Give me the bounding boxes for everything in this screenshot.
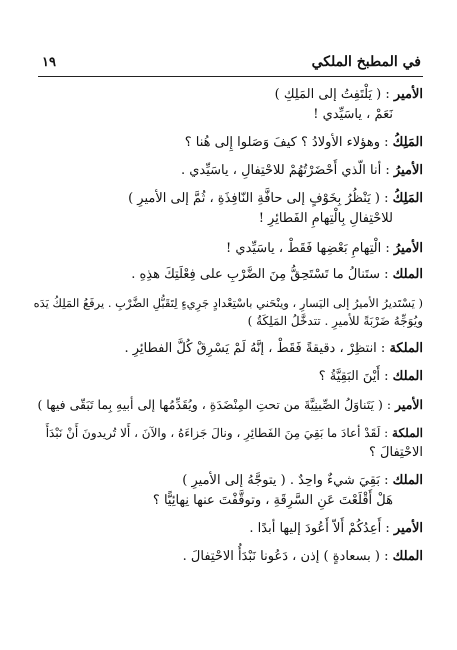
speaker-name: الملك	[392, 369, 423, 384]
dialogue-text: : أَيْنَ البَقِيَّةُ ؟	[318, 369, 393, 384]
stage-direction	[34, 294, 423, 312]
dialogue-text: للاحْتِفالِ بِالْتِهامِ الفَطائِرِ !	[258, 211, 393, 226]
dialogue-line	[259, 210, 393, 228]
stage-direction-text: ( يَسْتَديرُ الأميرُ إلى اليَسارِ ، وينْحَني باسْتِعْدادٍ جَرِيءٍ لِتَقَبُّلِ الضَّرْبِ . يرفَعُ المَلِكُ يَدَه	[33, 296, 423, 310]
dialogue-line	[185, 134, 423, 152]
dialogue-text: : بَقِيَ شيءٌ واحِدٌ . ( يتوجَّهُ إلى الأميرِ )	[182, 473, 393, 488]
dialogue-line	[313, 106, 393, 124]
dialogue-text: : لَقَدْ أعادَ ما بَقِيَ مِنَ الفَطائِرِ ، ونالَ جَزاءَهُ ، والآنَ ، أَلا تُريدونَ أَنْ نَبْدَأَ	[45, 426, 393, 440]
dialogue-line	[181, 162, 423, 180]
stage-direction	[248, 312, 423, 330]
dialogue-text: نَعَمْ ، ياسَيِّدي !	[313, 107, 393, 122]
dialogue-text: : ( يَلْتَفِتُ إلى المَلِكِ )	[274, 87, 394, 102]
dialogue-text: : ( يَتَناوَلُ الصِّينِيَّةَ من تحتِ المِنْضَدَةِ ، ويُقَدِّمُها إلى أبيهِ بِما تَبَقّى فيها )	[37, 397, 396, 412]
dialogue-line	[131, 266, 423, 284]
speaker-name: الأمير	[393, 87, 423, 102]
stage-direction-text: ويُوَجِّهُ ضَرْبَةً للأميرِ . تتدخَّلُ المَلِكَةُ )	[247, 314, 423, 328]
speaker-name: الملكة	[392, 426, 423, 440]
running-title: في المطبخ الملكي	[311, 54, 421, 70]
speaker-name: الأميرُ	[393, 163, 423, 178]
dialogue-text: : أَعِدُكُمْ أَلاّ أَعُودَ إليها أبدًا .	[249, 521, 394, 536]
speaker-name: الأمير	[393, 521, 423, 536]
speaker-name: المَلِكُ	[392, 135, 423, 150]
speaker-name: الأمير	[395, 397, 423, 412]
dialogue-line	[226, 240, 423, 258]
dialogue-line	[319, 368, 423, 386]
dialogue-text: : وهؤلاء الأولادُ ؟ كيفَ وَصَلوا إِلى هُنا ؟	[184, 135, 393, 150]
dialogue-text: هَلْ أَقْلَعْتَ عَنِ السَّرِقَةِ ، وتوقَّفْتَ عنها نِهائِيًّا ؟	[152, 493, 393, 508]
dialogue-line	[37, 396, 423, 414]
dialogue-line	[128, 190, 423, 208]
dialogue-line	[46, 424, 423, 442]
page-header	[38, 52, 423, 77]
dialogue-line	[249, 520, 423, 538]
dialogue-text: الاحْتِفالَ ؟	[369, 445, 423, 460]
dialogue-text: : انتظِرْ ، دقيقةً فَقَطْ ، إنَّهُ لَمْ يَسْرِقْ كُلَّ الفطائِرِ .	[124, 341, 390, 356]
dialogue-line	[183, 548, 423, 566]
speaker-name: الملك	[392, 473, 423, 488]
dialogue-text: : ستَنالُ ما تَسْتَحِقُّ مِنَ الضَّرْبِ على فِعْلَتِكَ هذِهِ .	[131, 267, 393, 282]
speaker-name: الأميرُ	[393, 241, 423, 256]
dialogue-line	[182, 472, 423, 490]
dialogue-line	[124, 340, 423, 358]
dialogue-text: : ( بسعادةٍ ) إذن ، دَعُونا نَبْدَأُ الاحْتِفالَ .	[182, 549, 393, 564]
speaker-name: الملك	[392, 267, 423, 282]
speaker-name: الملكة	[389, 341, 423, 356]
dialogue-text: : ( يَنْظُرُ بِخَوْفٍ إلى حافَّةِ النّافِذَةِ ، ثُمَّ إلى الأميرِ )	[128, 191, 393, 206]
dialogue-line	[153, 492, 393, 510]
dialogue-line	[275, 86, 423, 104]
dialogue-text: : أنا الّذي أَحْضَرْتُهُمْ للاحْتِفالِ ، ياسَيِّدي .	[180, 163, 394, 178]
page-number: ١٩	[42, 55, 56, 70]
dialogue-line	[369, 444, 423, 462]
dialogue-text: : الْتِهامِ بَعْضِها فَقَطْ ، ياسَيِّدي !	[226, 241, 394, 256]
speaker-name: المَلِكُ	[392, 191, 423, 206]
speaker-name: الملك	[392, 549, 423, 564]
